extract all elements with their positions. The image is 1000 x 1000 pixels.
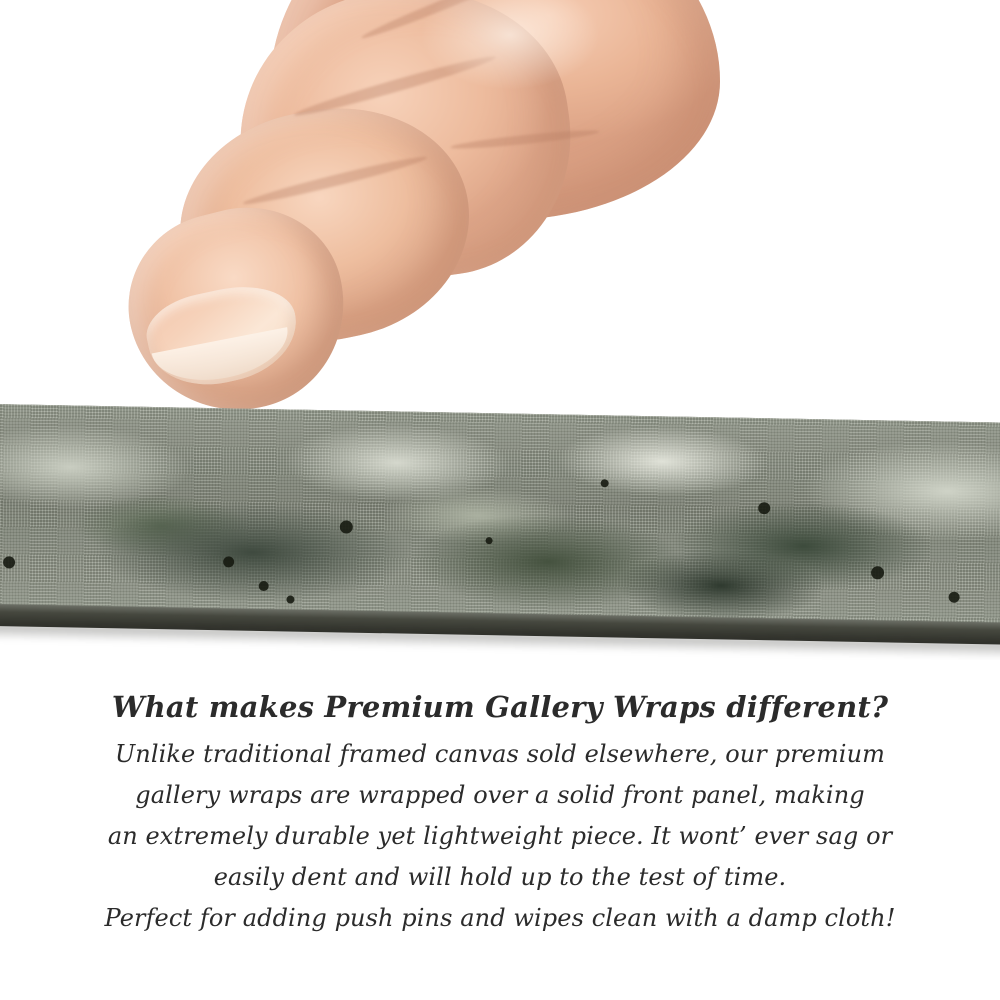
caption-block <box>0 690 1000 939</box>
canvas-speck <box>871 566 884 579</box>
canvas-speck <box>340 520 353 533</box>
caption-line: gallery wraps are wrapped over a solid front panel, making <box>135 781 865 809</box>
caption-line: Perfect for adding push pins and wipes clean with a damp cloth! <box>104 904 896 932</box>
canvas-speck <box>949 592 960 603</box>
caption-title: What makes Premium Gallery Wraps different? <box>111 690 889 724</box>
canvas-speck <box>601 479 609 487</box>
canvas-speck <box>486 537 493 544</box>
canvas-speck <box>3 556 15 568</box>
hand-pressing-canvas <box>120 0 700 430</box>
canvas-speck <box>758 502 770 514</box>
caption-line: an extremely durable yet lightweight piece. It wont’ ever sag or <box>107 822 893 850</box>
canvas-speck <box>223 556 234 567</box>
caption-line: easily dent and will hold up to the test of time. <box>213 863 787 891</box>
canvas-speck <box>259 581 269 591</box>
caption-line: Unlike traditional framed canvas sold elsewhere, our premium <box>114 740 885 768</box>
canvas-print-surface <box>0 404 1000 628</box>
canvas-speck <box>286 595 294 603</box>
gallery-wrap-edge <box>0 404 1000 636</box>
